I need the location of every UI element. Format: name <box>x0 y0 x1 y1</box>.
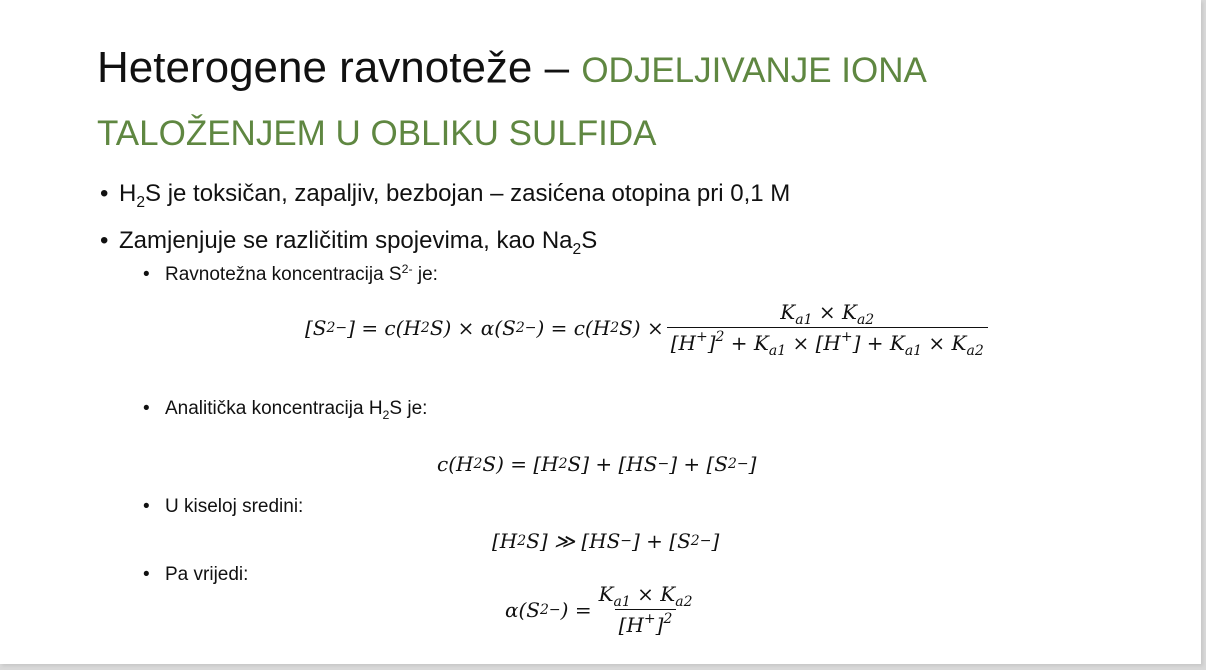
subscript: a1 <box>904 343 923 359</box>
text-run: + K <box>724 331 769 355</box>
subscript: a2 <box>966 343 984 359</box>
text-run: × K <box>812 300 857 324</box>
text-run: ] <box>655 613 664 637</box>
formula-alpha: α(S 2− ) = $\frac{K_{a1} \times K_{a2}}{[H^+]^2}$ <box>505 582 699 637</box>
text-run: ] = c(H <box>347 315 421 340</box>
bullet-text <box>165 264 438 286</box>
text-run: ) = <box>560 597 592 622</box>
bullet-text <box>165 398 427 420</box>
text-run: H <box>119 180 137 207</box>
subscript: 2 <box>382 408 390 422</box>
text-run: × [H <box>786 331 841 355</box>
denominator <box>615 609 677 637</box>
bullet-dot: • <box>143 496 150 517</box>
text-run: S je: <box>389 398 428 419</box>
bullet-dot: • <box>143 264 150 285</box>
text-run: ] + [S <box>669 452 728 476</box>
formula-s2-concentration: [S 2− ] = c(H 2 S) × α(S 2− ) = c(H 2 S) × $\frac{K_{a1} \times K_{a2}}{[H^+]^2 + K_{a1} \times [H^+] + K_{a1} \times K_{a2}}$ <box>305 300 991 355</box>
text-run: [H <box>618 613 644 637</box>
subscript: a1 <box>795 312 813 328</box>
bullet-dot: • <box>143 564 150 585</box>
bullet-dot: • <box>100 227 109 254</box>
subscript: 2 <box>572 241 582 258</box>
subscript: a2 <box>856 312 875 328</box>
text-run: ) = c(H <box>536 315 611 340</box>
fraction <box>667 300 988 359</box>
text-run: K <box>598 582 614 606</box>
text-run: ] <box>748 452 757 476</box>
bullet-dot: • <box>143 398 150 419</box>
text-run: [H <box>492 529 518 553</box>
fraction <box>595 582 697 637</box>
text-run: Zamjenjuje se različitim spojevima, kao Na <box>119 227 573 254</box>
text-run: Analitička koncentracija H <box>165 398 383 419</box>
superscript: 2 <box>715 329 725 345</box>
text-run: S) × α(S <box>429 315 516 340</box>
subscript: a1 <box>768 343 787 359</box>
subscript: a1 <box>613 594 631 610</box>
text-run: ] + K <box>852 331 905 355</box>
subscript: 2 <box>136 194 146 211</box>
bullet-text <box>119 180 791 211</box>
text-run: S) = [H <box>482 452 559 476</box>
text-run: [H <box>670 331 696 355</box>
text-run: K <box>780 300 796 324</box>
superscript: + <box>643 611 656 627</box>
text-run: × K <box>922 331 967 355</box>
text-run: S] ≫ [HS <box>526 529 621 553</box>
formula-acidic: [H 2 S] ≫ [HS − ] + [S 2− ] <box>492 529 720 553</box>
superscript: + <box>695 329 708 345</box>
title-accent: ODJELJIVANJE IONA TALOŽENJEM U OBLIKU SULFIDA <box>97 51 925 153</box>
text-run: S je toksičan, zapaljiv, bezbojan – zasićena otopina pri 0,1 M <box>145 180 791 207</box>
text-run: je: <box>412 264 438 285</box>
text-run: ] <box>711 529 720 553</box>
formula-analytical: c(H 2 S) = [H 2 S] + [HS − ] + [S 2− ] <box>437 452 757 476</box>
text-run: S) × <box>619 315 664 340</box>
text-run: α(S <box>505 597 541 622</box>
bullet-dot: • <box>100 180 109 207</box>
bullet-text <box>165 564 248 586</box>
bullet-text <box>165 496 303 518</box>
text-run: [S <box>305 315 327 340</box>
text-run: × K <box>630 582 676 606</box>
slide-title <box>97 38 1147 164</box>
numerator <box>595 582 697 609</box>
text-run: c(H <box>437 452 474 476</box>
text-run: U kiseloj sredini: <box>165 496 304 517</box>
superscript: 2 <box>663 611 673 627</box>
text-run: S] + [HS <box>567 452 658 476</box>
text-run: ] <box>707 331 716 355</box>
text-run: ] + [S <box>632 529 691 553</box>
numerator <box>776 300 878 327</box>
subscript: a2 <box>675 594 693 610</box>
text-run: Pa vrijedi: <box>165 564 249 585</box>
bullet-text <box>119 227 598 258</box>
superscript: 2- <box>401 262 413 276</box>
denominator <box>667 327 988 359</box>
title-main: Heterogene ravnoteže – <box>97 43 582 92</box>
text-run: Ravnotežna koncentracija S <box>165 264 402 285</box>
text-run: S <box>581 227 598 254</box>
superscript: + <box>840 329 853 345</box>
